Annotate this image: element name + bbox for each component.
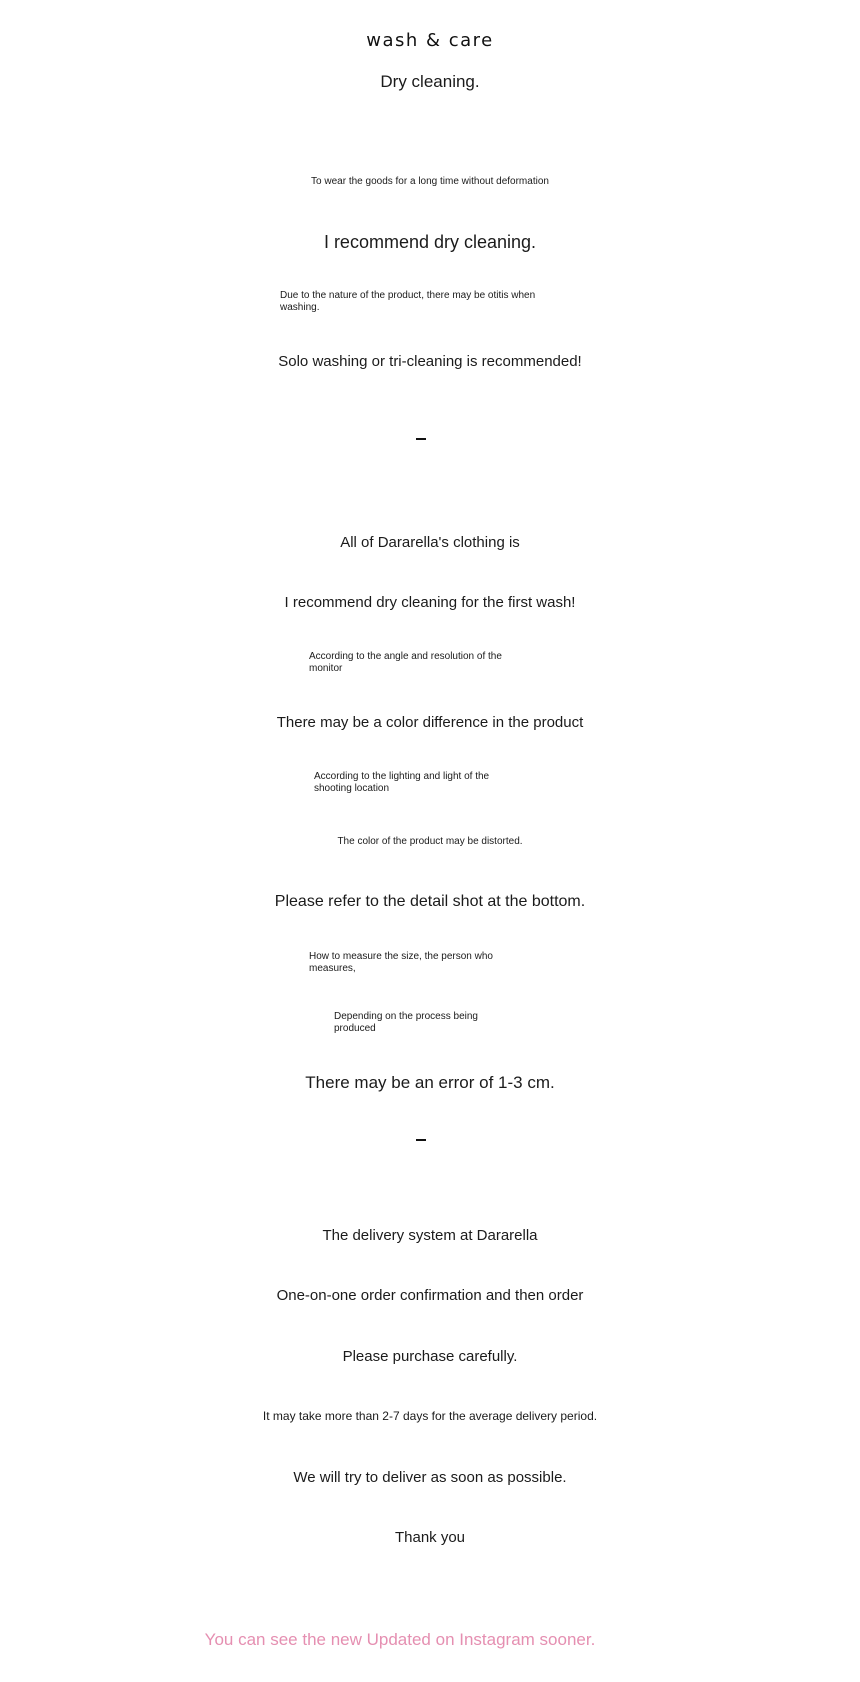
notes-line-7: Please refer to the detail shot at the bottom. bbox=[274, 893, 586, 910]
page-subtitle: Dry cleaning. bbox=[380, 72, 480, 91]
delivery-line-6: Thank you bbox=[394, 1529, 466, 1546]
notes-line-1: All of Dararella's clothing is bbox=[340, 534, 520, 551]
instagram-note: You can see the new Updated on Instagram sooner. bbox=[204, 1630, 596, 1649]
notes-line-2: I recommend dry cleaning for the first wash! bbox=[284, 594, 576, 611]
wash-line-2: I recommend dry cleaning. bbox=[323, 232, 537, 252]
notes-line-6: The color of the product may be distorted. bbox=[337, 836, 523, 847]
notes-line-3: According to the angle and resolution of the monitor bbox=[309, 651, 502, 674]
notes-line-9: Depending on the process being produced bbox=[334, 1011, 478, 1034]
notes-line-8: How to measure the size, the person who measures, bbox=[309, 951, 493, 974]
delivery-line-4: It may take more than 2-7 days for the average delivery period. bbox=[262, 1409, 598, 1423]
section-divider bbox=[416, 1139, 426, 1141]
notes-line-10: There may be an error of 1-3 cm. bbox=[305, 1073, 555, 1092]
wash-line-4: Solo washing or tri-cleaning is recommended! bbox=[278, 353, 582, 370]
page-title: wash & care bbox=[366, 30, 494, 51]
notes-line-5: According to the lighting and light of the shooting location bbox=[314, 771, 490, 794]
section-divider bbox=[416, 438, 426, 440]
delivery-line-3: Please purchase carefully. bbox=[342, 1348, 518, 1365]
wash-line-3: Due to the nature of the product, there may be otitis when washing. bbox=[280, 290, 536, 313]
wash-line-1: To wear the goods for a long time without deformation bbox=[311, 176, 549, 187]
delivery-line-1: The delivery system at Dararella bbox=[322, 1227, 538, 1244]
delivery-line-5: We will try to deliver as soon as possible. bbox=[293, 1469, 567, 1486]
delivery-line-2: One-on-one order confirmation and then order bbox=[276, 1287, 584, 1304]
notes-line-4: There may be a color difference in the product bbox=[276, 714, 584, 731]
